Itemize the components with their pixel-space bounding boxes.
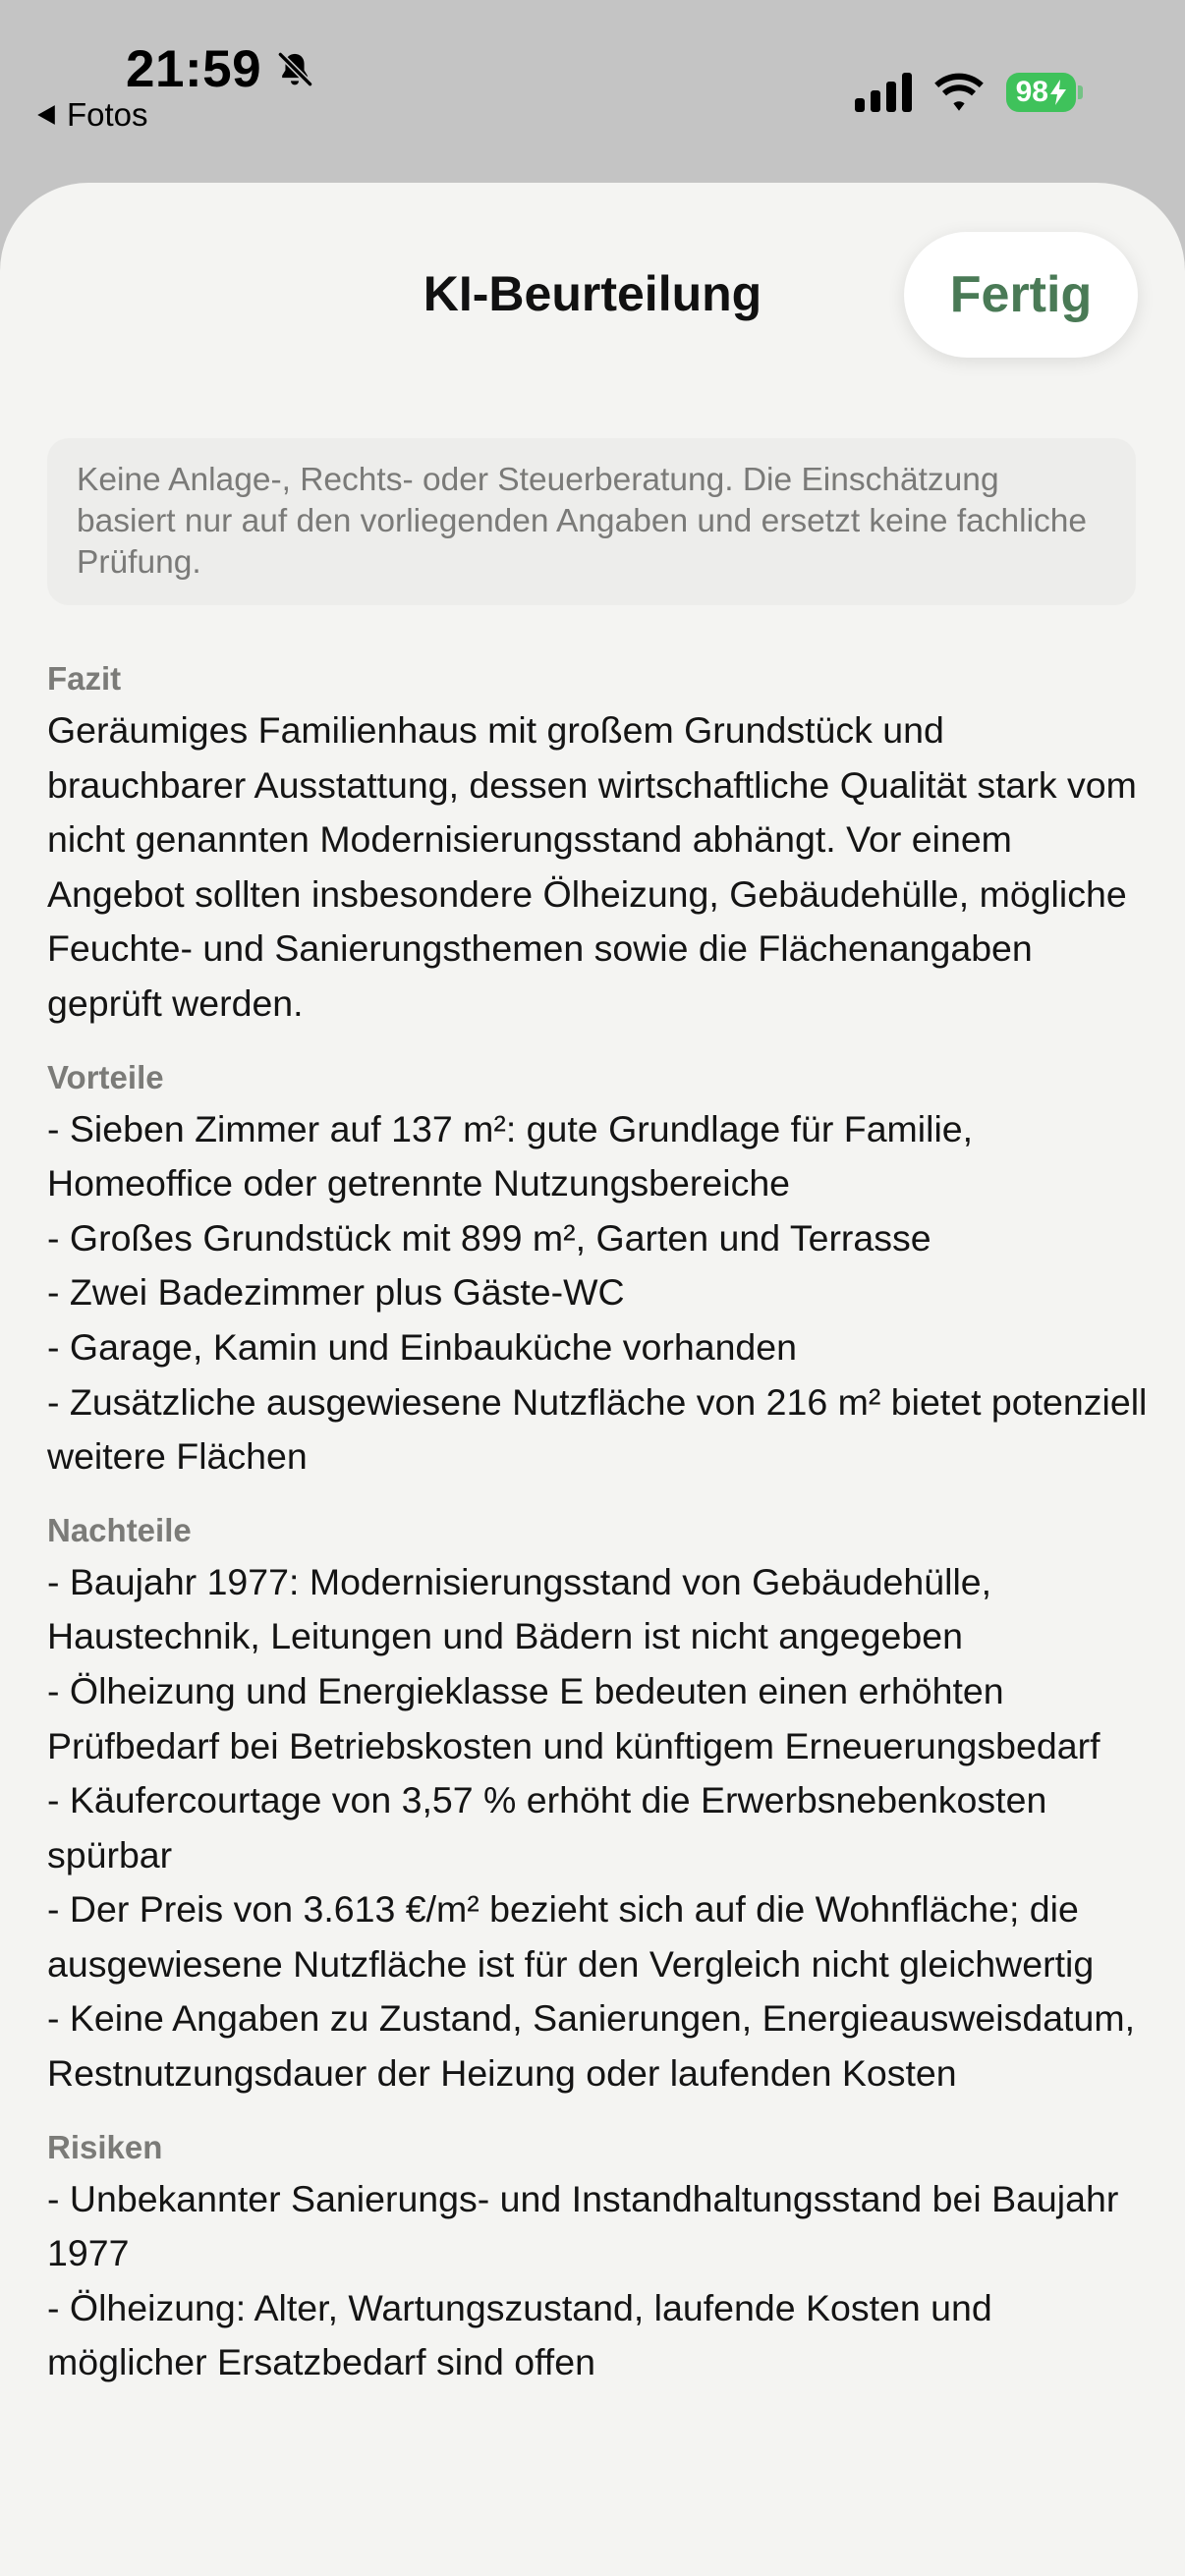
cellular-signal-icon — [855, 73, 912, 112]
list-item: - Baujahr 1977: Modernisierungsstand von Gebäudehülle, Haustechnik, Leitungen und Bädern ist nicht angegeben — [47, 1560, 992, 1657]
charging-bolt-icon — [1050, 80, 1066, 105]
section-body-vorteile — [47, 1102, 1148, 1484]
section-nachteile — [47, 1510, 1148, 2101]
list-item: - Sieben Zimmer auf 137 m²: gute Grundlage für Familie, Homeoffice oder getrennte Nutzungsbereiche — [47, 1107, 974, 1204]
battery-indicator — [1006, 73, 1083, 112]
list-item: - Garage, Kamin und Einbauküche vorhanden — [47, 1325, 798, 1368]
bell-slash-icon — [273, 48, 316, 91]
sheet-title: KI-Beurteilung — [423, 266, 762, 321]
list-item: - Ölheizung: Alter, Wartungszustand, laufende Kosten und möglicher Ersatzbedarf sind offen — [47, 2286, 992, 2383]
list-item: - Zusätzliche ausgewiesene Nutzfläche von 216 m² bietet potenziell weitere Flächen — [47, 1380, 1148, 1478]
section-title-nachteile: Nachteile — [47, 1511, 192, 1548]
wifi-icon — [933, 73, 985, 112]
section-fazit — [47, 658, 1148, 1032]
section-body-fazit: Geräumiges Familienhaus mit großem Grundstück und brauchbarer Ausstattung, dessen wirtschaftliche Qualität stark vom nicht genannten Modernisierungsstand abhängt. Vor einem Angebot sollten insbesondere Ölheizung, Gebäudehülle, mögliche Feuchte- und Sanierungsthemen sowie die Flächenangaben geprüft werden. — [47, 709, 1137, 1024]
status-bar — [0, 0, 1185, 182]
assessment-content — [47, 658, 1148, 2416]
section-body-risiken — [47, 2172, 1148, 2390]
list-item: - Ölheizung und Energieklasse E bedeuten einen erhöhten Prüfbedarf bei Betriebskosten und künftigem Erneuerungsbedarf — [47, 1669, 1100, 1766]
status-icons — [855, 73, 1083, 112]
list-item: - Der Preis von 3.613 €/m² bezieht sich auf die Wohnfläche; die ausgewiesene Nutzfläche ist für den Vergleich nicht gleichwertig — [47, 1888, 1095, 1985]
back-label: Fotos — [67, 96, 148, 133]
status-time: 21:59 — [126, 40, 262, 98]
section-title-risiken: Risiken — [47, 2128, 163, 2165]
list-item: - Käufercourtage von 3,57 % erhöht die Erwerbsnebenkosten spürbar — [47, 1779, 1047, 1876]
section-title-fazit: Fazit — [47, 660, 122, 697]
disclaimer-box: Keine Anlage-, Rechts- oder Steuerberatung. Die Einschätzung basiert nur auf den vorliegenden Angaben und ersetzt keine fachliche Prüfung. — [47, 438, 1136, 605]
back-triangle-icon — [35, 104, 57, 126]
section-body-nachteile — [47, 1555, 1148, 2101]
battery-body — [1006, 73, 1076, 112]
section-risiken — [47, 2127, 1148, 2390]
battery-level: 98 — [1015, 76, 1048, 108]
time-row — [126, 39, 316, 99]
section-title-vorteile: Vorteile — [47, 1058, 164, 1095]
list-item: - Keine Angaben zu Zustand, Sanierungen, Energieausweisdatum, Restnutzungsdauer der Heizung oder laufenden Kosten — [47, 1997, 1135, 2095]
list-item: - Zwei Badezimmer plus Gäste-WC — [47, 1271, 625, 1314]
list-item: - Unbekannter Sanierungs- und Instandhaltungsstand bei Baujahr 1977 — [47, 2177, 1119, 2274]
list-item: - Großes Grundstück mit 899 m², Garten und Terrasse — [47, 1216, 931, 1259]
done-button[interactable]: Fertig — [904, 232, 1138, 358]
back-to-photos-button[interactable] — [35, 96, 148, 134]
ai-assessment-sheet — [0, 183, 1185, 2576]
section-vorteile — [47, 1057, 1148, 1484]
battery-cap — [1078, 85, 1083, 99]
